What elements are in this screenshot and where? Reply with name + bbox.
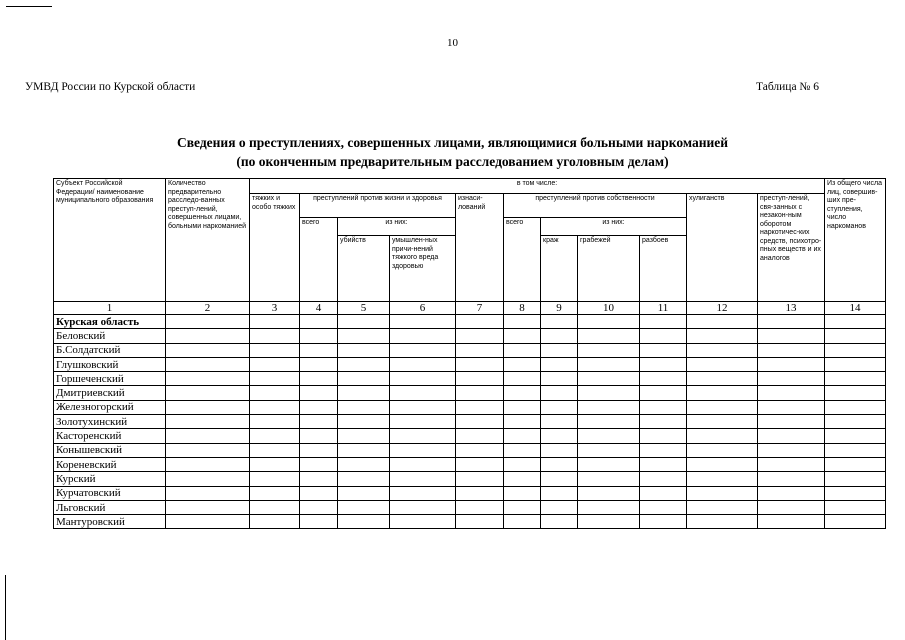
table-cell xyxy=(300,315,338,329)
table-cell xyxy=(504,415,541,429)
table-cell xyxy=(390,500,456,514)
table-cell xyxy=(541,457,578,471)
table-row xyxy=(54,415,886,429)
table-cell xyxy=(456,357,504,371)
table-cell xyxy=(456,386,504,400)
row-district-name: Дмитриевский xyxy=(54,386,166,400)
table-cell xyxy=(456,500,504,514)
column-number: 5 xyxy=(338,302,390,315)
table-cell xyxy=(541,500,578,514)
table-cell xyxy=(640,443,687,457)
column-number: 4 xyxy=(300,302,338,315)
table-cell xyxy=(687,400,758,414)
table-cell xyxy=(758,386,825,400)
table-row xyxy=(54,315,886,329)
row-district-name: Горшеченский xyxy=(54,372,166,386)
table-cell xyxy=(166,372,250,386)
table-cell xyxy=(825,343,886,357)
table-cell xyxy=(825,400,886,414)
column-number: 6 xyxy=(390,302,456,315)
table-row xyxy=(54,515,886,529)
table-cell xyxy=(250,457,300,471)
table-cell xyxy=(504,315,541,329)
table-cell xyxy=(541,443,578,457)
table-cell xyxy=(578,500,640,514)
table-cell xyxy=(825,329,886,343)
table-cell xyxy=(456,457,504,471)
table-cell xyxy=(687,343,758,357)
header-grievous-harm: умышлен-ных причи-нений тяжкого вреда здоровью xyxy=(390,236,456,302)
table-cell xyxy=(456,515,504,529)
table-cell xyxy=(578,357,640,371)
table-cell xyxy=(300,500,338,514)
column-number: 10 xyxy=(578,302,640,315)
row-district-name: Золотухинский xyxy=(54,415,166,429)
table-cell xyxy=(825,386,886,400)
table-cell xyxy=(456,315,504,329)
header-drug-addicts-share: Из общего числа лиц, совершив-ших пре-ступления, число наркоманов xyxy=(825,179,886,302)
table-cell xyxy=(300,472,338,486)
table-cell xyxy=(250,400,300,414)
table-cell xyxy=(541,486,578,500)
table-row xyxy=(54,429,886,443)
table-row xyxy=(54,443,886,457)
table-cell xyxy=(541,386,578,400)
table-cell xyxy=(250,415,300,429)
table-cell xyxy=(578,343,640,357)
header-total-property: всего xyxy=(504,218,541,302)
table-cell xyxy=(250,500,300,514)
table-row xyxy=(54,472,886,486)
table-cell xyxy=(578,400,640,414)
column-number: 12 xyxy=(687,302,758,315)
column-number: 13 xyxy=(758,302,825,315)
table-cell xyxy=(825,429,886,443)
header-rule xyxy=(6,6,52,7)
column-number-row xyxy=(54,302,886,315)
table-cell xyxy=(640,515,687,529)
table-cell xyxy=(758,515,825,529)
table-cell xyxy=(687,472,758,486)
header-robberies: грабежей xyxy=(578,236,640,302)
table-row xyxy=(54,357,886,371)
table-cell xyxy=(390,457,456,471)
row-district-name: Кореневский xyxy=(54,457,166,471)
column-number: 1 xyxy=(54,302,166,315)
table-cell xyxy=(338,372,390,386)
organization-name: УМВД России по Курской области xyxy=(25,81,196,93)
table-cell xyxy=(640,457,687,471)
table-cell xyxy=(687,329,758,343)
title-line-1: Сведения о преступлениях, совершенных лицами, являющимися больными наркоманией xyxy=(176,135,729,150)
table-cell xyxy=(338,429,390,443)
table-cell xyxy=(541,415,578,429)
table-row xyxy=(54,457,886,471)
table-cell xyxy=(541,372,578,386)
table-cell xyxy=(456,329,504,343)
table-cell xyxy=(300,443,338,457)
table-cell xyxy=(390,400,456,414)
table-cell xyxy=(640,500,687,514)
table-cell xyxy=(390,429,456,443)
table-cell xyxy=(578,472,640,486)
page-number: 10 xyxy=(447,37,458,49)
table-cell xyxy=(578,329,640,343)
row-district-name: Курская область xyxy=(54,315,166,329)
table-cell xyxy=(687,486,758,500)
table-cell xyxy=(758,315,825,329)
table-cell xyxy=(504,429,541,443)
table-cell xyxy=(390,343,456,357)
table-cell xyxy=(504,329,541,343)
table-cell xyxy=(166,486,250,500)
table-row xyxy=(54,372,886,386)
table-cell xyxy=(825,472,886,486)
table-cell xyxy=(250,429,300,443)
table-cell xyxy=(541,315,578,329)
header-subject: Субъект Российской Федерации/ наименование муниципального образования xyxy=(54,179,166,302)
table-cell xyxy=(504,500,541,514)
table-number: Таблица № 6 xyxy=(756,81,820,93)
row-district-name: Железногорский xyxy=(54,400,166,414)
table-cell xyxy=(640,343,687,357)
table-cell xyxy=(300,386,338,400)
table-cell xyxy=(687,500,758,514)
row-district-name: Глушковский xyxy=(54,357,166,371)
table-cell xyxy=(578,386,640,400)
table-cell xyxy=(541,472,578,486)
table-cell xyxy=(338,472,390,486)
table-cell xyxy=(300,400,338,414)
table-cell xyxy=(687,415,758,429)
table-cell xyxy=(504,457,541,471)
header-grave-crimes: тяжких и особо тяжких xyxy=(250,194,300,302)
table-cell xyxy=(166,443,250,457)
table-cell xyxy=(687,515,758,529)
row-district-name: Конышевский xyxy=(54,443,166,457)
table-row xyxy=(54,343,886,357)
document-title xyxy=(0,133,905,171)
table-cell xyxy=(541,343,578,357)
table-cell xyxy=(166,329,250,343)
row-district-name: Льговский xyxy=(54,500,166,514)
header-count: Количество предварительно расследо-ванных преступ-лений, совершенных лицами, больными наркоманией xyxy=(166,179,250,302)
row-district-name: Касторенский xyxy=(54,429,166,443)
table-cell xyxy=(825,486,886,500)
header-of-them-life: из них: xyxy=(338,218,456,236)
table-cell xyxy=(250,486,300,500)
crime-statistics-table xyxy=(53,178,886,529)
table-cell xyxy=(250,443,300,457)
table-cell xyxy=(640,400,687,414)
table-cell xyxy=(166,429,250,443)
table-cell xyxy=(390,315,456,329)
table-cell xyxy=(338,357,390,371)
table-cell xyxy=(687,372,758,386)
table-cell xyxy=(640,329,687,343)
table-cell xyxy=(504,372,541,386)
column-number: 7 xyxy=(456,302,504,315)
table-cell xyxy=(166,400,250,414)
table-cell xyxy=(825,357,886,371)
table-cell xyxy=(758,486,825,500)
table-cell xyxy=(504,400,541,414)
table-cell xyxy=(166,315,250,329)
title-line-2: (по оконченным предварительным расследованием уголовным делам) xyxy=(236,154,669,169)
table-cell xyxy=(578,315,640,329)
table-cell xyxy=(338,486,390,500)
table-cell xyxy=(640,372,687,386)
table-cell xyxy=(250,315,300,329)
column-number: 2 xyxy=(166,302,250,315)
table-cell xyxy=(758,500,825,514)
table-cell xyxy=(338,329,390,343)
header-hooliganism: хулиганств xyxy=(687,194,758,302)
table-cell xyxy=(640,357,687,371)
table-cell xyxy=(504,515,541,529)
table-cell xyxy=(578,443,640,457)
table-cell xyxy=(166,415,250,429)
table-cell xyxy=(338,315,390,329)
table-cell xyxy=(338,415,390,429)
header-assaults: разбоев xyxy=(640,236,687,302)
column-number: 11 xyxy=(640,302,687,315)
table-cell xyxy=(541,329,578,343)
header-murders: убийств xyxy=(338,236,390,302)
table-cell xyxy=(456,472,504,486)
table-cell xyxy=(758,415,825,429)
table-cell xyxy=(338,386,390,400)
table-cell xyxy=(578,429,640,443)
header-rapes: изнаси-лований xyxy=(456,194,504,302)
table-cell xyxy=(541,400,578,414)
table-cell xyxy=(640,472,687,486)
header-including: в том числе: xyxy=(250,179,825,194)
table-cell xyxy=(338,457,390,471)
table-cell xyxy=(541,429,578,443)
table-cell xyxy=(758,457,825,471)
table-cell xyxy=(687,386,758,400)
table-cell xyxy=(504,472,541,486)
table-cell xyxy=(390,486,456,500)
table-cell xyxy=(825,372,886,386)
table-cell xyxy=(250,329,300,343)
table-cell xyxy=(578,515,640,529)
table-cell xyxy=(758,400,825,414)
table-cell xyxy=(758,357,825,371)
table-cell xyxy=(250,515,300,529)
table-cell xyxy=(250,357,300,371)
table-cell xyxy=(687,429,758,443)
table-cell xyxy=(825,515,886,529)
table-cell xyxy=(758,443,825,457)
table-cell xyxy=(300,329,338,343)
table-cell xyxy=(456,415,504,429)
table-cell xyxy=(250,343,300,357)
table-cell xyxy=(825,443,886,457)
table-cell xyxy=(758,429,825,443)
table-cell xyxy=(541,357,578,371)
table-cell xyxy=(300,457,338,471)
table-cell xyxy=(825,315,886,329)
table-cell xyxy=(166,472,250,486)
table-cell xyxy=(166,357,250,371)
row-district-name: Курский xyxy=(54,472,166,486)
table-cell xyxy=(456,400,504,414)
table-row xyxy=(54,329,886,343)
table-cell xyxy=(640,429,687,443)
table-cell xyxy=(504,486,541,500)
table-cell xyxy=(456,486,504,500)
table-cell xyxy=(825,500,886,514)
table-cell xyxy=(338,343,390,357)
table-cell xyxy=(578,457,640,471)
table-cell xyxy=(640,315,687,329)
table-cell xyxy=(250,372,300,386)
row-district-name: Мантуровский xyxy=(54,515,166,529)
row-district-name: Беловский xyxy=(54,329,166,343)
table-cell xyxy=(390,443,456,457)
table-cell xyxy=(456,343,504,357)
table-cell xyxy=(300,415,338,429)
table-cell xyxy=(166,457,250,471)
table-cell xyxy=(390,515,456,529)
table-cell xyxy=(338,400,390,414)
table-cell xyxy=(578,372,640,386)
table-cell xyxy=(456,372,504,386)
table-row xyxy=(54,486,886,500)
table-cell xyxy=(300,343,338,357)
table-cell xyxy=(504,343,541,357)
table-cell xyxy=(390,372,456,386)
table-cell xyxy=(687,443,758,457)
table-cell xyxy=(758,372,825,386)
table-cell xyxy=(250,386,300,400)
table-cell xyxy=(687,457,758,471)
table-cell xyxy=(300,372,338,386)
table-cell xyxy=(687,357,758,371)
table-cell xyxy=(166,500,250,514)
table-cell xyxy=(578,415,640,429)
table-cell xyxy=(338,515,390,529)
header-against-property: преступлений против собственности xyxy=(504,194,687,218)
table-cell xyxy=(390,357,456,371)
row-district-name: Курчатовский xyxy=(54,486,166,500)
table-cell xyxy=(640,415,687,429)
table-cell xyxy=(504,386,541,400)
table-cell xyxy=(456,443,504,457)
column-number: 3 xyxy=(250,302,300,315)
table-cell xyxy=(758,343,825,357)
table-cell xyxy=(825,415,886,429)
table-cell xyxy=(250,472,300,486)
table-cell xyxy=(504,443,541,457)
column-number: 8 xyxy=(504,302,541,315)
table-row xyxy=(54,500,886,514)
table-cell xyxy=(300,515,338,529)
table-cell xyxy=(166,343,250,357)
table-cell xyxy=(300,486,338,500)
column-number: 9 xyxy=(541,302,578,315)
table-cell xyxy=(456,429,504,443)
table-cell xyxy=(687,315,758,329)
table-cell xyxy=(504,357,541,371)
table-cell xyxy=(166,515,250,529)
header-drug-crimes: преступ-лений, свя-занных с незакон-ным оборотом наркотичес-ких средств, психотро-пных веществ и их аналогов xyxy=(758,194,825,302)
column-number: 14 xyxy=(825,302,886,315)
table-cell xyxy=(758,472,825,486)
table-cell xyxy=(390,415,456,429)
table-cell xyxy=(390,329,456,343)
row-district-name: Б.Солдатский xyxy=(54,343,166,357)
header-total-life: всего xyxy=(300,218,338,302)
table-cell xyxy=(640,386,687,400)
table-row xyxy=(54,400,886,414)
table-cell xyxy=(338,443,390,457)
table-cell xyxy=(758,329,825,343)
table-cell xyxy=(166,386,250,400)
table-cell xyxy=(825,457,886,471)
header-against-life: преступлений против жизни и здоровья xyxy=(300,194,456,218)
table-cell xyxy=(541,515,578,529)
table-cell xyxy=(390,386,456,400)
header-of-them-property: из них: xyxy=(541,218,687,236)
header-thefts: краж xyxy=(541,236,578,302)
table-cell xyxy=(640,486,687,500)
table-cell xyxy=(300,429,338,443)
table-row xyxy=(54,386,886,400)
margin-rule xyxy=(5,575,6,640)
table-cell xyxy=(338,500,390,514)
table-cell xyxy=(300,357,338,371)
table-cell xyxy=(390,472,456,486)
table-cell xyxy=(578,486,640,500)
